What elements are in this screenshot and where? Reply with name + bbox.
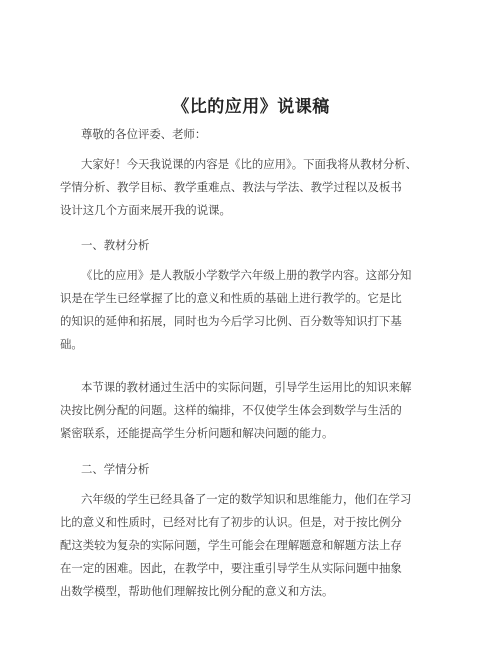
section1-para1-line-3: 的知识的延伸和拓展，同时也为今后学习比例、百分数等知识打下基 bbox=[60, 314, 402, 328]
page-title: 《比的应用》说课稿 bbox=[172, 97, 330, 117]
section1-para1-line-1: 《比的应用》是人教版小学数学六年级上册的教学内容。这部分知 bbox=[81, 268, 412, 282]
section2-para1-line-2: 比的意义和性质时，已经对比有了初步的认识。但是，对于按比例分 bbox=[60, 515, 402, 529]
section2-para1-line-4: 在一定的困难。因此，在教学中，要注重引导学生从实际问题中抽象 bbox=[60, 561, 402, 575]
section2-para1-line-5: 出数学模型，帮助他们理解按比例分配的意义和方法。 bbox=[60, 584, 334, 598]
section-heading-learner-analysis: 二、学情分析 bbox=[81, 462, 150, 476]
section2-para1-line-1: 六年级的学生已经具备了一定的数学知识和思维能力，他们在学习 bbox=[81, 492, 412, 506]
section1-para2-line-2: 决按比例分配的问题。这样的编排，不仅使学生体会到数学与生活的 bbox=[60, 403, 402, 417]
section2-para1-line-3: 配这类较为复杂的实际问题，学生可能会在理解题意和解题方法上存 bbox=[60, 538, 402, 552]
section1-para2-line-3: 紧密联系，还能提高学生分析问题和解决问题的能力。 bbox=[60, 426, 334, 440]
section-heading-textbook-analysis: 一、教材分析 bbox=[81, 238, 150, 252]
salutation: 尊敬的各位评委、老师： bbox=[81, 127, 207, 141]
section1-para1-line-4: 础。 bbox=[60, 337, 83, 351]
intro-line-2: 学情分析、教学目标、教学重难点、教法与学法、教学过程以及板书 bbox=[60, 180, 402, 194]
intro-line-1: 大家好！今天我说课的内容是《比的应用》。下面我将从教材分析、 bbox=[81, 157, 418, 171]
intro-line-3: 设计这几个方面来展开我的说课。 bbox=[60, 203, 231, 217]
section1-para2-line-1: 本节课的教材通过生活中的实际问题，引导学生运用比的知识来解 bbox=[81, 380, 412, 394]
section1-para1-line-2: 识是在学生已经掌握了比的意义和性质的基础上进行教学的。它是比 bbox=[60, 291, 402, 305]
